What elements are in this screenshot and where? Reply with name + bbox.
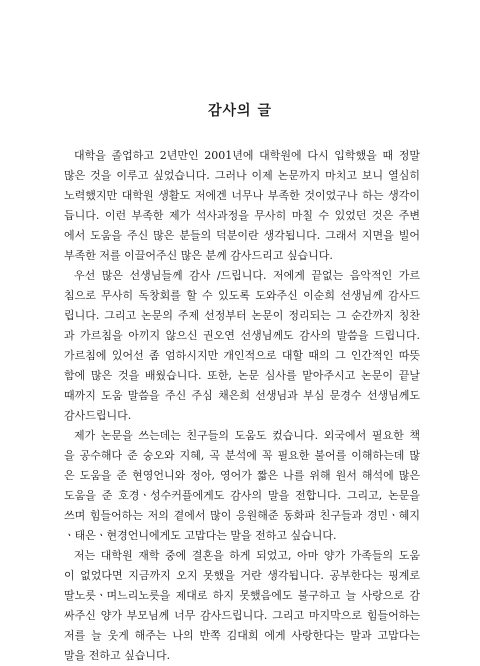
text-line: 우선 많은 선생님들께 감사 /드립니다. 저에게 끝없는 음악적인 가르: [74, 269, 420, 282]
text-line: 이 없었다면 지금까지 오지 못했을 거란 생각됩니다. 공부한다는 핑계로: [64, 569, 420, 582]
text-line: 을 공수해다 준 숭오와 지혜, 곡 분석에 꼭 필요한 불어를 이해하는데 많: [64, 449, 420, 462]
text-line: 립니다. 그리고 논문의 주제 선정부터 논문이 정리되는 그 순간까지 칭찬: [64, 309, 420, 322]
text-line: 은 도움을 준 현영언니와 정아, 영어가 짧은 나를 위해 원서 해석에 많은: [64, 469, 420, 482]
page-title: 감사의 글: [208, 103, 272, 119]
text-line: 에서 도움을 주신 많은 분들의 덕분이란 생각됩니다. 그래서 지면을 빌어: [64, 229, 420, 242]
text-line: 대학을 졸업하고 2년만인 2001년에 대학원에 다시 입학했을 때 정말: [74, 149, 420, 162]
text-line: 쓰며 힘들어하는 저의 곁에서 많이 응원해준 동화파 친구들과 경민ㆍ혜지: [64, 509, 420, 522]
text-line: 가르침에 있어선 좀 엄하시지만 개인적으로 대할 때의 그 인간적인 따뜻: [64, 349, 420, 362]
text-line: 저는 대학원 재학 중에 결혼을 하게 되었고, 아마 양가 가족들의 도움: [74, 549, 420, 562]
text-line: 저를 늘 웃게 해주는 나의 반쪽 김대희 에게 사랑한다는 말과 고맙다는: [64, 629, 420, 642]
text-line: 말을 전하고 싶습니다.: [64, 649, 171, 662]
text-line: ㆍ태은ㆍ현경언니에게도 고맙다는 말을 전하고 싶습니다.: [64, 529, 337, 542]
text-line: 침으로 무사히 독창회를 할 수 있도록 도와주신 이순희 선생님께 감사드: [64, 289, 420, 302]
text-line: 제가 논문을 쓰는데는 친구들의 도움도 컸습니다. 외국에서 필요한 책: [74, 429, 420, 442]
text-line: 딸노릇ㆍ며느리노릇을 제대로 하지 못했음에도 불구하고 늘 사랑으로 감: [64, 589, 420, 602]
text-line: 도움을 준 호경ㆍ성수커플에게도 감사의 말을 전합니다. 그리고, 논문을: [64, 489, 420, 502]
text-line: 때까지 도움 말씀을 주신 주심 채은희 선생님과 부심 문경수 선생님께도: [64, 389, 420, 402]
text-line: 함에 많은 것을 배웠습니다. 또한, 논문 심사를 맡아주시고 논문이 끝날: [64, 369, 420, 382]
text-line: 과 가르침을 아끼지 않으신 권오연 선생님께도 감사의 말씀을 드립니다.: [64, 329, 420, 342]
text-line: 듭니다. 이런 부족한 제가 석사과정을 무사히 마칠 수 있었던 것은 주변: [64, 209, 420, 222]
text-line: 감사드립니다.: [64, 409, 132, 422]
text-line: 노력했지만 대학원 생활도 저에겐 너무나 부족한 것이었구나 하는 생각이: [64, 189, 420, 202]
text-line: 싸주신 양가 부모님께 너무 감사드립니다. 그리고 마지막으로 힘들어하는: [64, 609, 420, 622]
text-line: 많은 것을 이루고 싶었습니다. 그러나 이제 논문까지 마치고 보니 열심히: [64, 169, 420, 182]
text-line: 부족한 저를 이끌어주신 많은 분께 감사드리고 싶습니다.: [64, 249, 333, 262]
acknowledgment-body: [64, 146, 420, 666]
